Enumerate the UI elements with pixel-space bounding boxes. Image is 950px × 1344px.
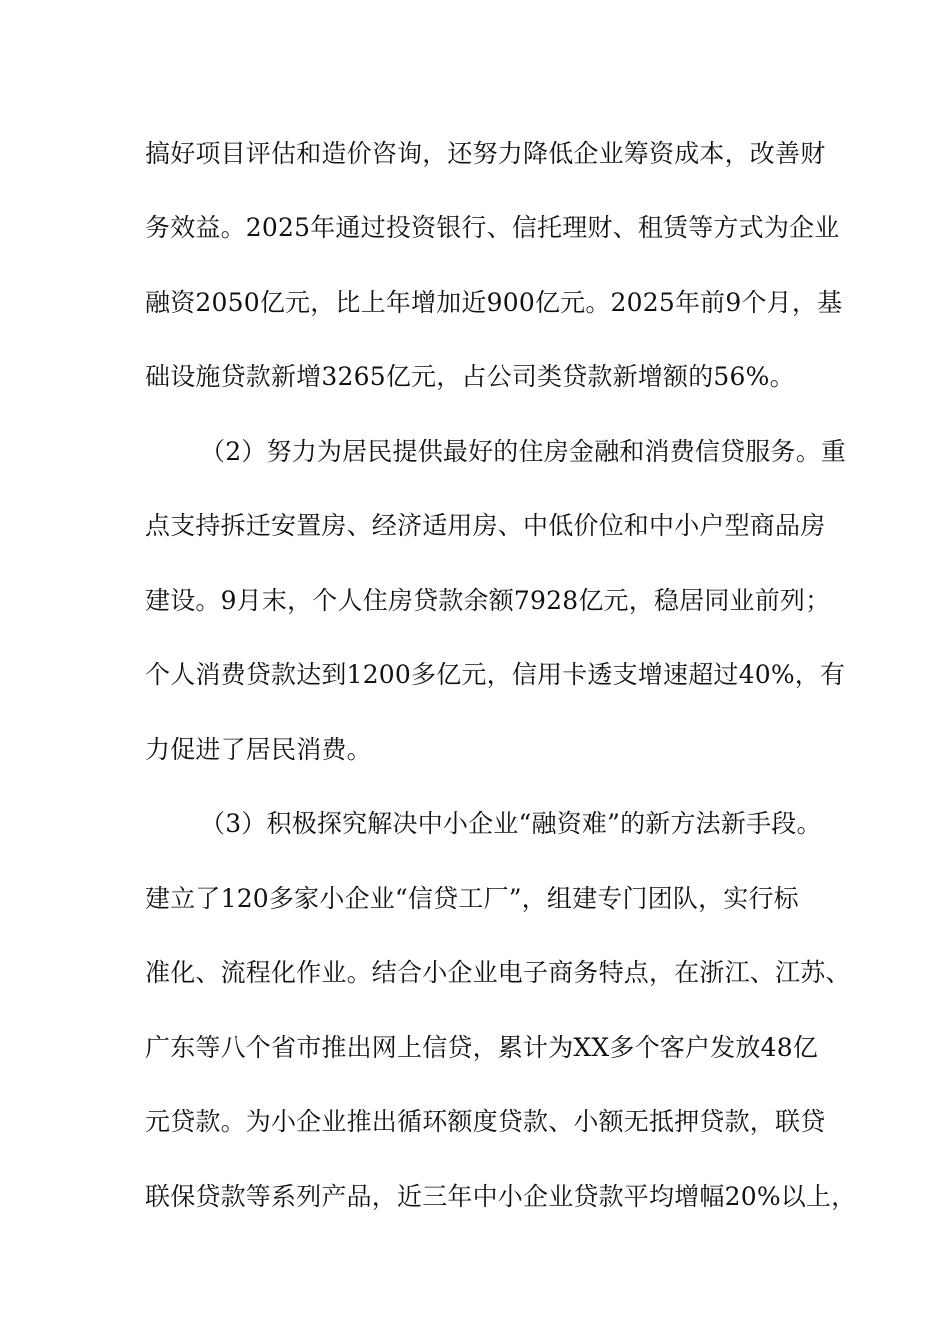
text-line-2: 务效益。2025年通过投资银行、信托理财、租赁等方式为企业 [145, 213, 840, 242]
text-line-7: 建设。9月末，个人住房贷款余额7928亿元，稳居同业前列； [145, 586, 831, 615]
text-line-14: 元贷款。为小企业推出循环额度贷款、小额无抵押贷款，联贷 [145, 1107, 826, 1136]
text-line-4: 础设施贷款新增3265亿元，占公司类贷款新增额的56%。 [145, 362, 795, 391]
text-line-11: 建立了120多家小企业“信贷工厂”，组建专门团队，实行标 [145, 884, 799, 913]
text-line-13: 广东等八个省市推出网上信贷，累计为XX多个客户发放48亿 [145, 1033, 819, 1062]
text-line-3: 融资2050亿元，比上年增加近900亿元。2025年前9个月，基 [145, 288, 843, 317]
paragraph-2-heading-line: （2）努力为居民提供最好的住房金融和消费信贷服务。重 [200, 437, 847, 466]
text-line-1: 搞好项目评估和造价咨询，还努力降低企业筹资成本，改善财 [145, 139, 826, 168]
paragraph-3-heading-line: （3）积极探究解决中小企业“融资难”的新方法新手段。 [200, 809, 822, 838]
text-line-15: 联保贷款等系列产品，近三年中小企业贷款平均增幅20%以上， [145, 1182, 857, 1211]
text-line-9: 力促进了居民消费。 [145, 735, 372, 764]
text-line-12: 准化、流程化作业。结合小企业电子商务特点，在浙江、江苏、 [145, 958, 851, 987]
text-line-6: 点支持拆迁安置房、经济适用房、中低价位和中小户型商品房 [145, 511, 826, 540]
text-line-8: 个人消费贷款达到1200多亿元，信用卡透支增速超过40%，有 [145, 660, 846, 689]
